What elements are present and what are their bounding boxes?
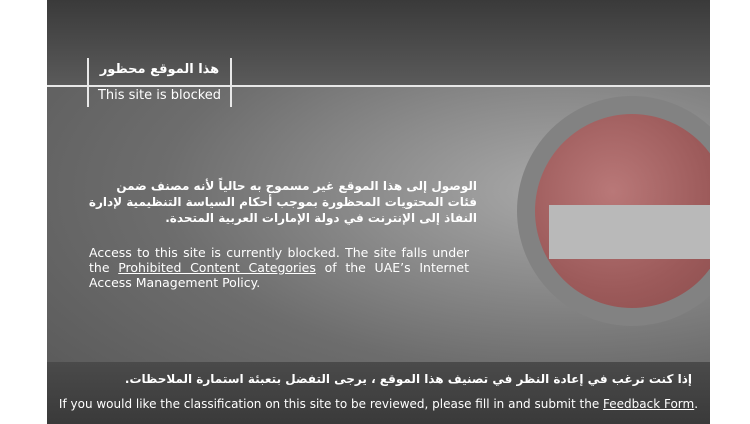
page-title-arabic: هذا الموقع محظور — [99, 62, 220, 77]
footer-message-arabic: إذا كنت ترغب في إعادة النظر في تصنيف هذا الموقع ، يرجى التفضل بتعبئة استمارة الملاحظات. — [124, 372, 692, 386]
block-message — [89, 245, 469, 290]
prohibited-categories-link[interactable]: Prohibited Content Categories — [118, 260, 316, 275]
block-message-arabic: الوصول إلى هذا الموقع غير مسموح به حالياً لأنه مصنف ضمن فئات المحتويات المحظورة بموجب أحكام السياسة التنظيمية لإدارة النفاذ إلى الإنترنت في دولة الإمارات العربية المتحدة. — [88, 179, 477, 225]
feedback-form-link[interactable]: Feedback Form — [603, 397, 695, 411]
block-message-text-end: of the UAE’s Internet Access Management Policy. — [89, 260, 469, 290]
footer — [47, 362, 710, 424]
footer-text-start: If you would like the classification on this site to be reviewed, please fill in and submit the — [58, 397, 604, 411]
footer-message — [47, 397, 710, 411]
footer-text-end: . — [694, 397, 699, 411]
no-entry-icon-bar — [549, 205, 710, 259]
page-title: This site is blocked — [97, 88, 222, 103]
blocked-page-panel — [47, 0, 710, 424]
title-box — [87, 58, 232, 107]
block-message-text-start: Access to this site is currently blocked. The site falls under the — [89, 245, 469, 275]
